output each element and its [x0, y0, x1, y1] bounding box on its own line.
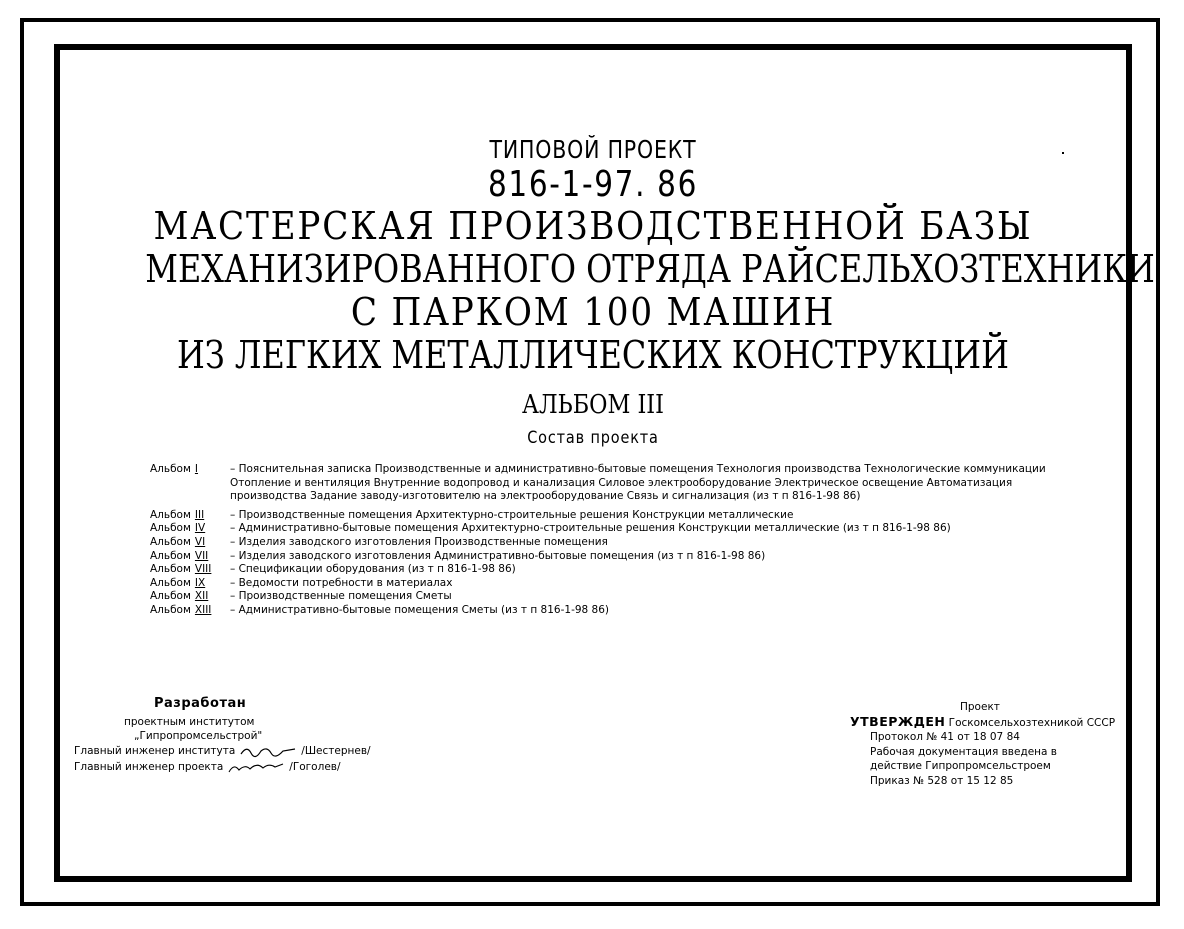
- album-number: III: [194, 508, 205, 521]
- signature-icon: [225, 759, 287, 775]
- album-row: [150, 577, 1060, 591]
- chief-project-name: /Гоголев/: [289, 761, 341, 773]
- album-key: [150, 563, 230, 577]
- album-label: Альбом: [150, 563, 191, 576]
- album-description: – Производственные помещения Архитектурно-строительные решения Конструкции металлические: [230, 508, 794, 521]
- chief-institute-label: Главный инженер института: [74, 745, 236, 757]
- album-description: – Спецификации оборудования (из т п 816-1-98 86): [230, 563, 516, 576]
- album-description: – Изделия заводского изготовления Административно-бытовые помещения (из т п 816-1-98 86): [230, 549, 766, 562]
- album-number: VII: [194, 549, 209, 562]
- album-label: Альбом: [150, 576, 191, 589]
- album-label: Альбом: [150, 590, 191, 603]
- album-number: XIII: [194, 603, 212, 616]
- album-label: Альбом: [150, 549, 191, 562]
- approval-block: [850, 700, 1120, 788]
- chief-institute-row: [74, 743, 394, 759]
- album-list: [150, 463, 1060, 618]
- approval-heading: Проект: [960, 701, 1000, 713]
- developer-heading: Разработан: [154, 696, 247, 711]
- album-description: – Изделия заводского изготовления Производственные помещения: [230, 535, 608, 548]
- album-row: [150, 463, 1060, 504]
- approved-row: [850, 715, 1120, 731]
- album-description: – Пояснительная записка Производственные и административно-бытовые помещения Технология производства Технологические коммуникации Отопление и вентиляция Внутренние водопровод и канализация Силовое электрооборудование Электрическое освещение Автоматизация производства Задание заводу-изготовителю на электрооборудование Связь и сигнализация (из т п 816-1-98 86): [230, 463, 1046, 503]
- title-block: [60, 135, 1155, 449]
- workdocs-line: Рабочая документация введена в: [870, 745, 1058, 758]
- album-key: [150, 522, 230, 536]
- chief-project-row: [74, 759, 394, 775]
- album-row: [150, 590, 1060, 604]
- album-title: АЛЬБОМ III: [522, 390, 664, 420]
- album-row: [150, 550, 1060, 564]
- contents-heading: Состав проекта: [527, 428, 659, 448]
- developer-institute-name: „Гипропромсельстрой": [134, 730, 263, 742]
- album-number: VIII: [194, 563, 212, 576]
- album-label: Альбом: [150, 463, 191, 475]
- album-row: [150, 522, 1060, 536]
- album-key: [150, 604, 230, 618]
- order-line: Приказ № 528 от 15 12 85: [870, 774, 1014, 787]
- album-description: – Административно-бытовые помещения Сметы (из т п 816-1-98 86): [230, 603, 610, 616]
- album-number: VI: [194, 535, 206, 548]
- approved-word: УТВЕРЖДЕН: [850, 713, 946, 729]
- album-key: [150, 536, 230, 550]
- album-key: [150, 463, 230, 477]
- album-number: XII: [194, 590, 209, 603]
- title-line-2: МЕХАНИЗИРОВАННОГО ОТРЯДА РАЙСЕЛЬХОЗТЕХНИКИ: [145, 247, 1155, 291]
- chief-institute-name: /Шестернев/: [301, 745, 371, 757]
- project-number: 816-1-97. 86: [487, 164, 698, 205]
- album-description: – Ведомости потребности в материалах: [230, 576, 453, 589]
- title-line-1: МАСТЕРСКАЯ ПРОИЗВОДСТВЕННОЙ БАЗЫ: [153, 204, 1033, 248]
- title-line-3: С ПАРКОМ 100 МАШИН: [350, 290, 836, 334]
- album-label: Альбом: [150, 535, 191, 548]
- album-row: [150, 604, 1060, 618]
- chief-project-label: Главный инженер проекта: [74, 761, 224, 773]
- title-line-4: ИЗ ЛЕГКИХ МЕТАЛЛИЧЕСКИХ КОНСТРУКЦИЙ: [177, 333, 1009, 377]
- approved-by: Госкомсельхозтехникой СССР: [948, 716, 1116, 729]
- album-description: – Производственные помещения Сметы: [230, 590, 452, 603]
- effect-line: действие Гипропромсельстроем: [870, 760, 1051, 772]
- album-label: Альбом: [150, 603, 191, 616]
- developer-institute-line: проектным институтом: [124, 716, 255, 728]
- album-label: Альбом: [150, 508, 191, 521]
- protocol-line: Протокол № 41 от 18 07 84: [870, 731, 1020, 743]
- album-number: I: [194, 463, 199, 475]
- developer-block: [74, 697, 394, 775]
- album-key: [150, 550, 230, 564]
- album-number: IV: [194, 522, 206, 535]
- album-description: – Административно-бытовые помещения Архитектурно-строительные решения Конструкции металлические (из т п 816-1-98 86): [230, 522, 951, 535]
- typical-project-label: ТИПОВОЙ ПРОЕКТ: [489, 135, 697, 164]
- album-key: [150, 577, 230, 591]
- album-number: IX: [194, 576, 206, 589]
- album-label: Альбом: [150, 522, 191, 535]
- album-key: [150, 509, 230, 523]
- album-key: [150, 590, 230, 604]
- album-row: [150, 563, 1060, 577]
- album-row: [150, 536, 1060, 550]
- album-row: [150, 509, 1060, 523]
- signature-icon: [237, 743, 299, 759]
